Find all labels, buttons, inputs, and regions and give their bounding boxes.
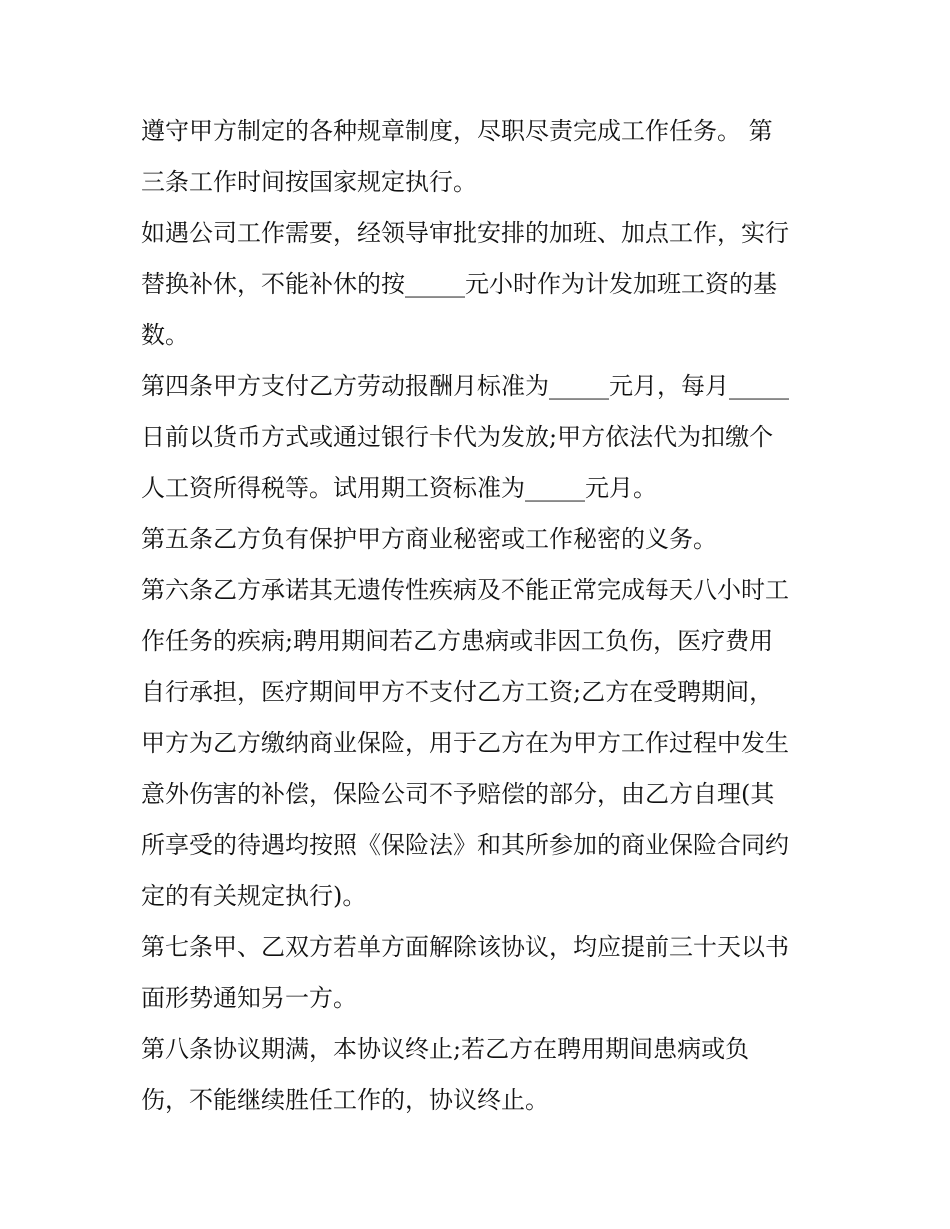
text-line: 甲方为乙方缴纳商业保险，用于乙方在为甲方工作过程中发生: [141, 729, 789, 757]
text-line: 第六条乙方承诺其无遗传性疾病及不能正常完成每天八小时工: [141, 576, 789, 604]
text-line: 第四条甲方支付乙方劳动报酬月标准为_____元月，每月_____: [141, 372, 789, 400]
text-line: 第五条乙方负有保护甲方商业秘密或工作秘密的义务。: [141, 525, 717, 553]
text-line: 数。: [141, 321, 189, 349]
text-line: 伤，不能继续胜任工作的，协议终止。: [141, 1086, 549, 1114]
text-line: 定的有关规定执行)。: [141, 882, 367, 910]
text-line: 所享受的待遇均按照《保险法》和其所参加的商业保险合同约: [141, 831, 789, 859]
text-line: 遵守甲方制定的各种规章制度，尽职尽责完成工作任务。 第: [141, 117, 773, 145]
text-line: 三条工作时间按国家规定执行。: [141, 168, 477, 196]
text-line: 作任务的疾病;聘用期间若乙方患病或非因工负伤，医疗费用: [141, 627, 774, 655]
text-line: 第七条甲、乙双方若单方面解除该协议，均应提前三十天以书: [141, 933, 789, 961]
text-line: 日前以货币方式或通过银行卡代为发放;甲方依法代为扣缴个: [141, 423, 774, 451]
text-line: 如遇公司工作需要，经领导审批安排的加班、加点工作，实行: [141, 219, 789, 247]
text-line: 人工资所得税等。试用期工资标准为_____元月。: [141, 474, 657, 502]
text-line: 第八条协议期满，本协议终止;若乙方在聘用期间患病或负: [141, 1035, 750, 1063]
text-line: 自行承担，医疗期间甲方不支付乙方工资;乙方在受聘期间，: [141, 678, 774, 706]
text-line: 替换补休，不能补休的按_____元小时作为计发加班工资的基: [141, 270, 777, 298]
text-line: 面形势通知另一方。: [141, 984, 357, 1012]
text-line: 意外伤害的补偿，保险公司不予赔偿的部分，由乙方自理(其: [141, 780, 775, 808]
document-body: [141, 106, 831, 1126]
